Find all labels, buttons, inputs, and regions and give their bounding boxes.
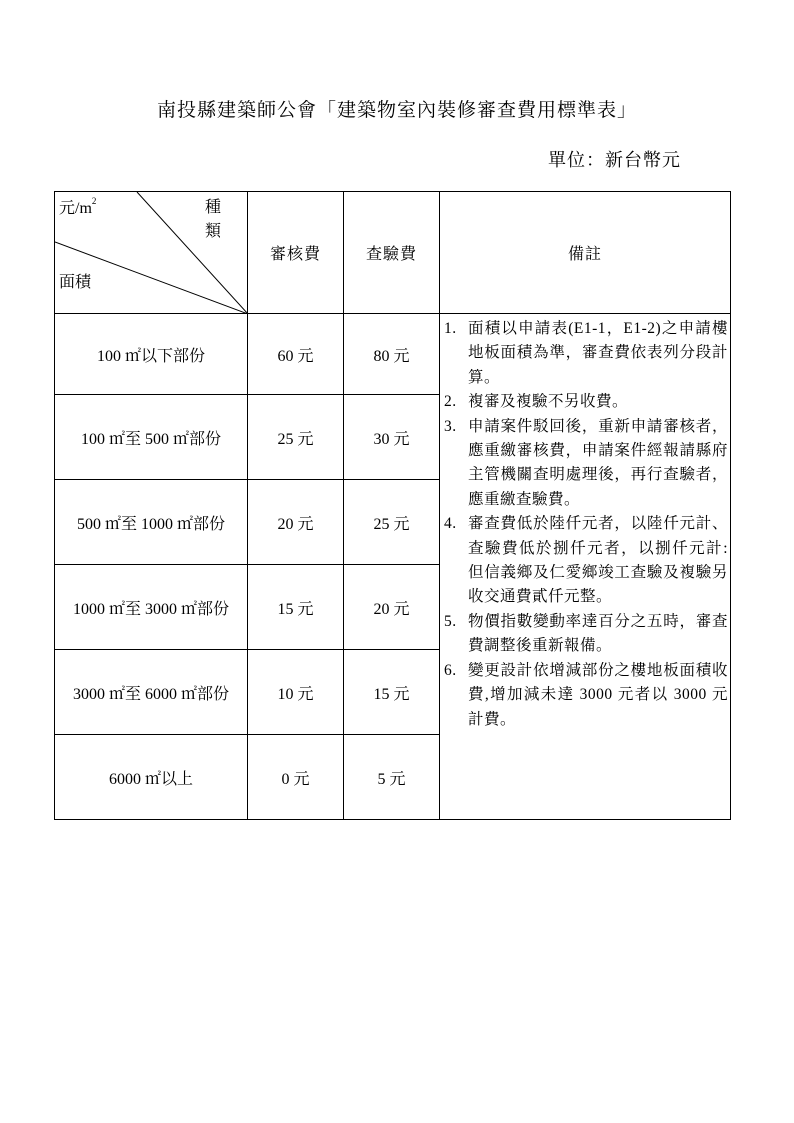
header-notes: 備註	[440, 192, 731, 314]
notes-list	[440, 314, 730, 732]
review-fee-cell: 10 元	[248, 650, 344, 735]
corner-header-cell	[55, 192, 248, 314]
area-range-cell: 100 ㎡以下部份	[55, 314, 248, 395]
page-title: 南投縣建築師公會「建築物室內裝修審查費用標準表」	[156, 99, 637, 121]
corner-category-label: 種 類	[205, 199, 222, 240]
fee-table	[54, 191, 731, 820]
note-item: 4. 審查費低於陸仟元者，以陸仟元計、查驗費低於捌仟元者，以捌仟元計:但信義鄉及仁愛鄉竣工查驗及複驗另收交通費貳仟元整。	[444, 515, 728, 606]
area-range-cell: 100 ㎡至 500 ㎡部份	[55, 395, 248, 480]
review-fee-cell: 15 元	[248, 565, 344, 650]
review-fee-cell: 60 元	[248, 314, 344, 395]
area-range-cell: 6000 ㎡以上	[55, 735, 248, 820]
inspection-fee-cell: 80 元	[344, 314, 440, 395]
area-range-cell: 3000 ㎡至 6000 ㎡部份	[55, 650, 248, 735]
area-range-cell: 500 ㎡至 1000 ㎡部份	[55, 480, 248, 565]
unit-label: 單位：新台幣元	[548, 150, 681, 171]
review-fee-cell: 25 元	[248, 395, 344, 480]
corner-unit-label: 元$/m^2$	[59, 195, 97, 217]
note-item: 1. 面積以申請表(E1-1，E1-2)之申請樓地板面積為準，審查費依表列分段計算。	[444, 320, 728, 386]
area-range-cell: 1000 ㎡至 3000 ㎡部份	[55, 565, 248, 650]
inspection-fee-cell: 30 元	[344, 395, 440, 480]
review-fee-cell: 0 元	[248, 735, 344, 820]
inspection-fee-cell: 20 元	[344, 565, 440, 650]
note-item: 2. 複審及複驗不另收費。	[444, 393, 629, 411]
inspection-fee-cell: 15 元	[344, 650, 440, 735]
header-inspection-fee: 查驗費	[344, 192, 440, 314]
table-header-row	[55, 192, 731, 314]
note-item: 6. 變更設計依增減部份之樓地板面積收費,增加減未達 3000 元者以 3000 元計費。	[444, 661, 728, 728]
notes-cell	[440, 314, 731, 820]
header-review-fee: 審核費	[248, 192, 344, 314]
inspection-fee-cell: 5 元	[344, 735, 440, 820]
table-row	[55, 314, 731, 395]
review-fee-cell: 20 元	[248, 480, 344, 565]
corner-area-label: 面積	[59, 274, 92, 291]
note-item: 3. 申請案件駁回後，重新申請審核者，應重繳審核費，申請案件經報請縣府主管機關查明處理後，再行查驗者，應重繳查驗費。	[444, 417, 728, 508]
note-item: 5. 物價指數變動率達百分之五時，審查費調整後重新報備。	[444, 612, 728, 655]
inspection-fee-cell: 25 元	[344, 480, 440, 565]
